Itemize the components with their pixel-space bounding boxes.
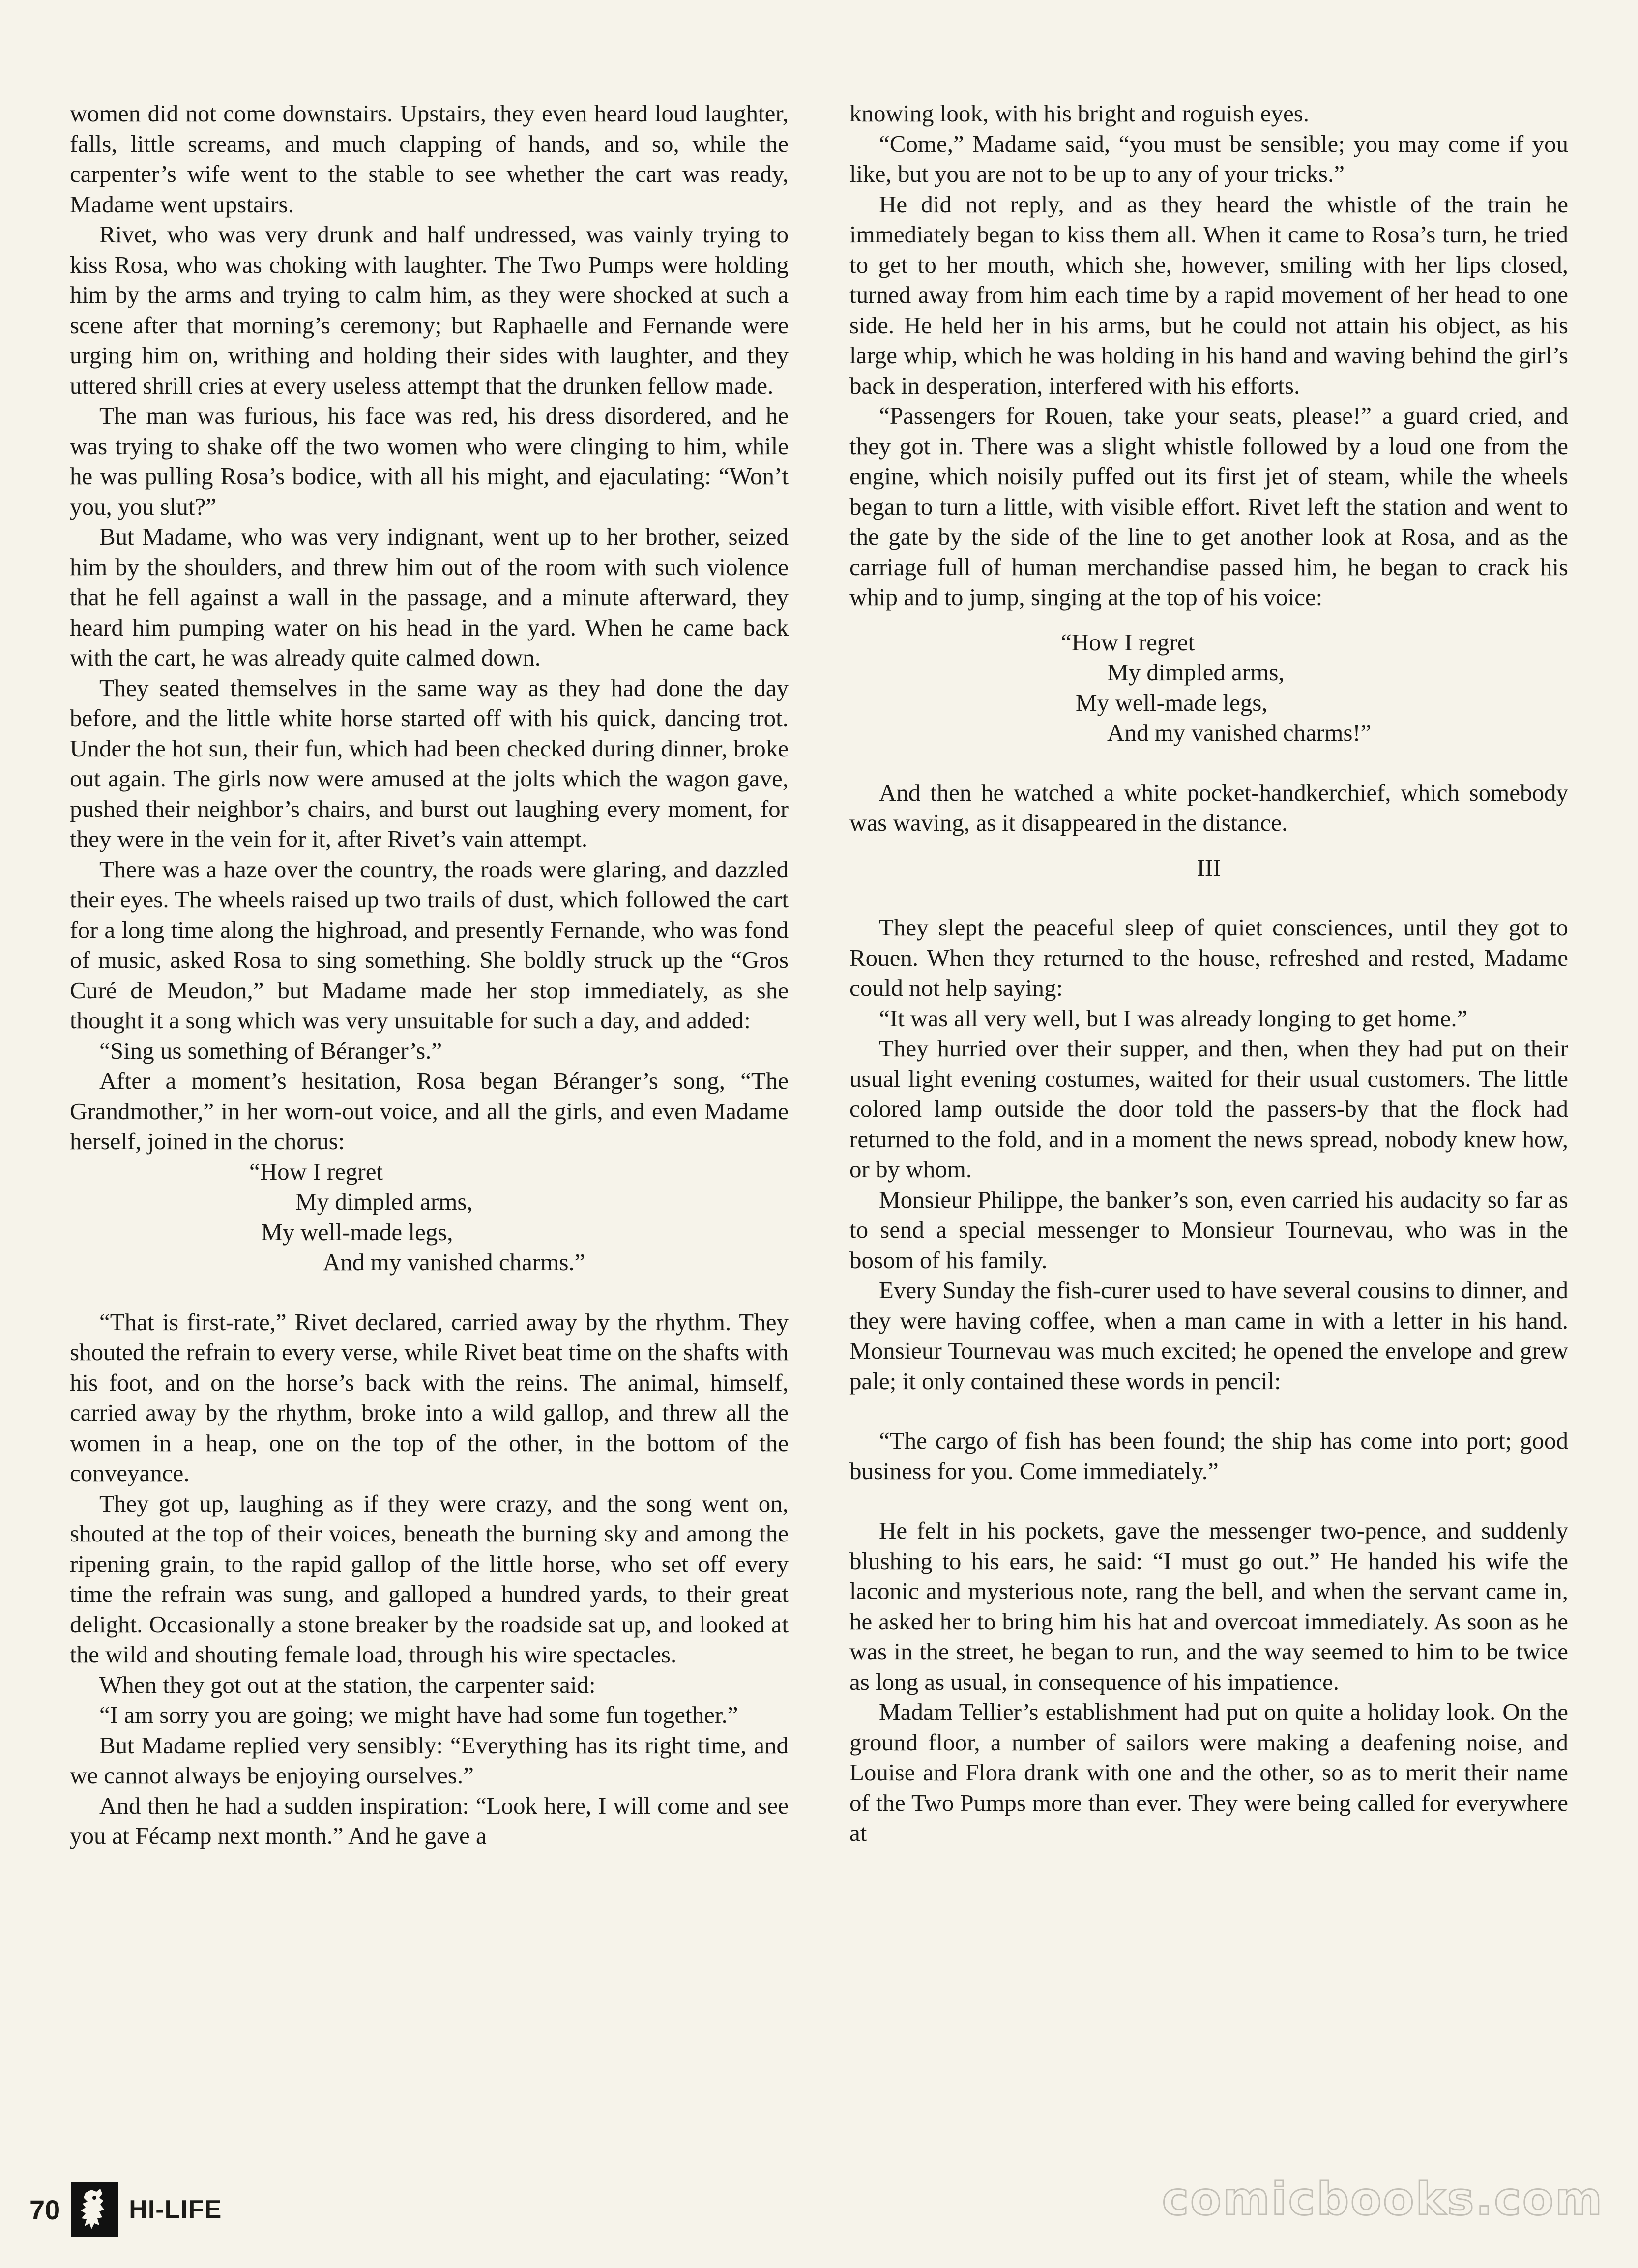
- right-column: [849, 98, 1568, 1848]
- page-number: 70: [29, 2194, 60, 2225]
- paragraph: When they got out at the station, the carpenter said:: [99, 1671, 596, 1698]
- paragraph: They slept the peaceful sleep of quiet consciences, until they got to Rouen. When they returned to the house, refreshed and rested, Madame could not help saying:: [849, 914, 1568, 1001]
- paragraph: The man was furious, his face was red, his dress disordered, and he was trying to shake off the two women who were clinging to him, while he was pulling Rosa’s bodice, with all his might, and ejaculating: “Won’t you, you slut?”: [70, 402, 789, 520]
- spacer: [849, 612, 1568, 627]
- paragraph: And then he had a sudden inspiration: “Look here, I will come and see you at Fécamp next month.” And he gave a: [70, 1792, 789, 1849]
- paragraph: But Madame, who was very indignant, went up to her brother, seized him by the shoulders, and threw him out of the room with such violence that he fell against a wall in the passage, and a minute afterward, they heard him pumping water on his head in the yard. When he came back with the cart, he was already quite calmed down.: [70, 523, 789, 671]
- paragraph: “Come,” Madame said, “you must be sensible; you may come if you like, but you are not to be up to any of your tricks.”: [849, 130, 1568, 187]
- paragraph: knowing look, with his bright and roguish eyes.: [849, 100, 1310, 127]
- verse-line: And my vanished charms.”: [323, 1249, 585, 1276]
- page-footer: [29, 2182, 222, 2237]
- verse-line: And my vanished charms!”: [1107, 719, 1372, 746]
- song-chorus: [70, 1157, 789, 1278]
- song-chorus: [849, 627, 1568, 748]
- spacer: [849, 883, 1568, 912]
- spacer: [849, 1396, 1568, 1425]
- paragraph: Every Sunday the fish-curer used to have several cousins to dinner, and they were having coffee, when a man came in with a letter in his hand. Monsieur Tournevau was much excited; he opened the envelope and grew pale; it only contained these words in pencil:: [849, 1277, 1568, 1395]
- spacer: [849, 748, 1568, 778]
- verse-line: My well-made legs,: [1076, 689, 1268, 716]
- magazine-name: HI-LIFE: [129, 2195, 222, 2224]
- verse-line: My dimpled arms,: [1107, 659, 1285, 686]
- paragraph: They seated themselves in the same way as they had done the day before, and the little white horse started off with his quick, dancing trot. Under the hot sun, their fun, which had been checked during dinner, broke out again. The girls now were amused at the jolts which the wagon gave, pushed their neighbor’s chairs, and burst out laughing every moment, for they were in the vein for it, after Rivet’s vain attempt.: [70, 674, 789, 852]
- verse-line: My well-made legs,: [261, 1218, 453, 1246]
- paragraph: Monsieur Philippe, the banker’s son, even carried his audacity so far as to send a special messenger to Monsieur Tournevau, who was in the bosom of his family.: [849, 1186, 1568, 1274]
- paragraph: “It was all very well, but I was already longing to get home.”: [879, 1004, 1468, 1032]
- paragraph: “That is first-rate,” Rivet declared, carried away by the rhythm. They shouted the refrain to every verse, while Rivet beat time on the shafts with his foot, and on the horse’s back with the reins. The animal, himself, carried away by the rhythm, broke into a wild gallop, and threw all the women in a heap, one on the top of the other, in the bottom of the conveyance.: [70, 1308, 789, 1486]
- paragraph: “Sing us something of Béranger’s.”: [99, 1037, 442, 1064]
- paragraph: They got up, laughing as if they were crazy, and the song went on, shouted at the top of their voices, beneath the burning sky and among the ripening grain, to the rapid gallop of the little horse, who set off every time the refrain was sung, and galloped a hundred yards, to their great delight. Occasionally a stone breaker by the roadside sat up, and looked at the wild and shouting female load, through his wire spectacles.: [70, 1489, 789, 1668]
- section-heading: III: [1197, 854, 1221, 881]
- left-column: [70, 98, 789, 1851]
- paragraph: “Passengers for Rouen, take your seats, please!” a guard cried, and they got in. There was a slight whistle followed by a loud one from the engine, which noisily puffed out its first jet of steam, while the wheels began to turn a little, with visible effort. Rivet left the station and went to the gate by the side of the line to get another look at Rosa, and as the carriage full of human merchandise passed him, he began to crack his whip and to jump, singing at the top of his voice:: [849, 402, 1568, 611]
- paragraph: women did not come downstairs. Upstairs, they even heard loud laughter, falls, little screams, and much clapping of hands, and so, while the carpenter’s wife went to the stable to see whether the cart was ready, Madame went upstairs.: [70, 100, 789, 218]
- paragraph: He did not reply, and as they heard the whistle of the train he immediately began to kiss them all. When it came to Rosa’s turn, he tried to get to her mouth, which she, however, smiling with her lips closed, turned away from him each time by a rapid movement of her head to one side. He held her in his arms, but he could not attain his object, as his large whip, which he was holding in his hand and waving behind the girl’s back in desperation, interfered with his efforts.: [849, 190, 1568, 399]
- rampant-lion-icon: [71, 2182, 118, 2237]
- spacer: [70, 1278, 789, 1307]
- paragraph: He felt in his pockets, gave the messenger two-pence, and suddenly blushing to his ears, he said: “I must go out.” He handed his wife the laconic and mysterious note, rang the bell, and when the servant came in, he asked her to bring him his hat and overcoat immediately. As soon as he was in the street, he began to run, and the way seemed to him to be twice as long as usual, in consequence of his impatience.: [849, 1517, 1568, 1695]
- paragraph: They hurried over their supper, and then, when they had put on their usual light evening costumes, waited for their usual customers. The little colored lamp outside the door told the passers-by that the flock had returned to the fold, and in a moment the news spread, nobody knew how, or by whom.: [849, 1035, 1568, 1183]
- site-watermark: comicbooks.com: [1162, 2173, 1604, 2225]
- paragraph: Rivet, who was very drunk and half undressed, was vainly trying to kiss Rosa, who was choking with laughter. The Two Pumps were holding him by the arms and trying to calm him, as they were shocked at such a scene after that morning’s ceremony; but Raphaelle and Fernande were urging him on, writhing and holding their sides with laughter, and they uttered shrill cries at every useless attempt that the drunken fellow made.: [70, 221, 789, 399]
- paragraph: Madam Tellier’s establishment had put on quite a holiday look. On the ground floor, a number of sailors were making a deafening noise, and Louise and Flora drank with one and the other, so as to merit their name of the Two Pumps more than ever. They were being called for everywhere at: [849, 1698, 1568, 1846]
- spacer: [849, 1486, 1568, 1515]
- paragraph: And then he watched a white pocket-handkerchief, which somebody was waving, as it disappeared in the distance.: [849, 779, 1568, 836]
- paragraph: But Madame replied very sensibly: “Everything has its right time, and we cannot always be enjoying ourselves.”: [70, 1731, 789, 1789]
- paragraph: There was a haze over the country, the roads were glaring, and dazzled their eyes. The wheels raised up two trails of dust, which followed the cart for a long time along the highroad, and presently Fernande, who was fond of music, asked Rosa to sing something. She boldly struck up the “Gros Curé de Meudon,” but Madame made her stop immediately, as she thought it a song which was very unsuitable for such a day, and added:: [70, 855, 789, 1034]
- paragraph: “I am sorry you are going; we might have had some fun together.”: [99, 1701, 738, 1728]
- verse-line: “How I regret: [1061, 628, 1195, 656]
- verse-line: “How I regret: [249, 1158, 383, 1185]
- paragraph: “The cargo of fish has been found; the ship has come into port; good business for you. Come immediately.”: [849, 1427, 1568, 1484]
- verse-line: My dimpled arms,: [295, 1188, 473, 1215]
- spacer: [849, 838, 1568, 853]
- paragraph: After a moment’s hesitation, Rosa began Béranger’s song, “The Grandmother,” in her worn-out voice, and all the girls, and even Madame herself, joined in the chorus:: [70, 1067, 789, 1155]
